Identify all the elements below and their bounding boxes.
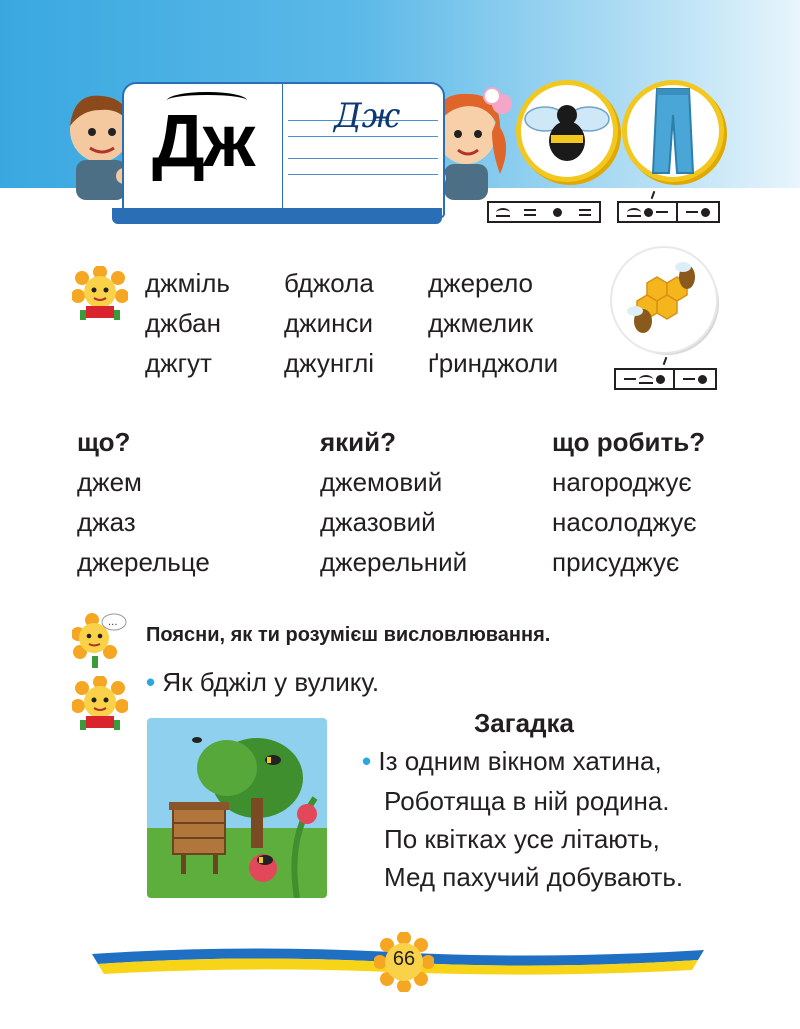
book-icon bbox=[112, 70, 442, 230]
word: ґринджоли bbox=[428, 348, 559, 378]
word: нагороджує bbox=[552, 467, 692, 497]
word: присуджує bbox=[552, 547, 680, 577]
word: джміль bbox=[145, 268, 230, 298]
bumblebee-icon bbox=[521, 85, 613, 177]
bumblebee-picture bbox=[516, 80, 618, 182]
word: насолоджує bbox=[552, 507, 697, 537]
riddle-title: Загадка bbox=[474, 708, 575, 738]
sunflower-reading-icon bbox=[72, 676, 128, 732]
riddle-line: Роботяща в ній родина. bbox=[384, 786, 670, 816]
word: бджола bbox=[284, 268, 374, 298]
stress-mark bbox=[663, 357, 668, 365]
word: джинси bbox=[284, 308, 373, 338]
word: джерельний bbox=[320, 547, 468, 577]
bullet: • bbox=[146, 667, 156, 697]
letter-printed: Дж bbox=[152, 99, 254, 182]
sound-scheme-bumblebee bbox=[487, 201, 601, 223]
question-head: який? bbox=[320, 427, 397, 457]
riddle-line: По квітках усе літають, bbox=[384, 824, 660, 854]
sunflower-thinking-icon bbox=[72, 612, 128, 668]
beehive-illustration bbox=[147, 718, 327, 898]
word: джемовий bbox=[320, 467, 443, 497]
word: джем bbox=[77, 467, 142, 497]
word: джгут bbox=[145, 348, 212, 378]
jeans-icon bbox=[627, 85, 719, 177]
riddle-line: Мед пахучий добувають. bbox=[384, 862, 684, 892]
saying-text: Як бджіл у вулику. bbox=[162, 667, 380, 697]
sound-scheme-bees bbox=[614, 368, 717, 390]
word: джазовий bbox=[320, 507, 436, 537]
word: джунглі bbox=[284, 348, 375, 378]
bees-honeycomb-icon bbox=[617, 253, 711, 347]
riddle-line-text: Із одним вікном хатина, bbox=[378, 746, 662, 776]
word: джмелик bbox=[428, 308, 534, 338]
word: джерельце bbox=[77, 547, 210, 577]
question-head: що робить? bbox=[552, 427, 706, 457]
task-instruction: Поясни, як ти розумієш висловлювання. bbox=[146, 624, 551, 646]
sound-scheme-jeans bbox=[617, 201, 720, 223]
sunflower-reading-icon bbox=[72, 266, 128, 322]
saying-line bbox=[146, 667, 379, 698]
stress-mark bbox=[651, 191, 656, 199]
book-cover bbox=[112, 208, 442, 224]
word: джбан bbox=[145, 308, 221, 338]
word: джерело bbox=[428, 268, 534, 298]
letter-cursive: Дж bbox=[334, 96, 401, 136]
bees-picture bbox=[612, 248, 716, 352]
page-number: 66 bbox=[392, 948, 416, 970]
riddle-line bbox=[362, 746, 662, 777]
svg-text:...: ... bbox=[108, 617, 118, 628]
jeans-picture bbox=[622, 80, 724, 182]
question-head: що? bbox=[77, 427, 131, 457]
bullet: • bbox=[362, 746, 372, 776]
word: джаз bbox=[77, 507, 136, 537]
